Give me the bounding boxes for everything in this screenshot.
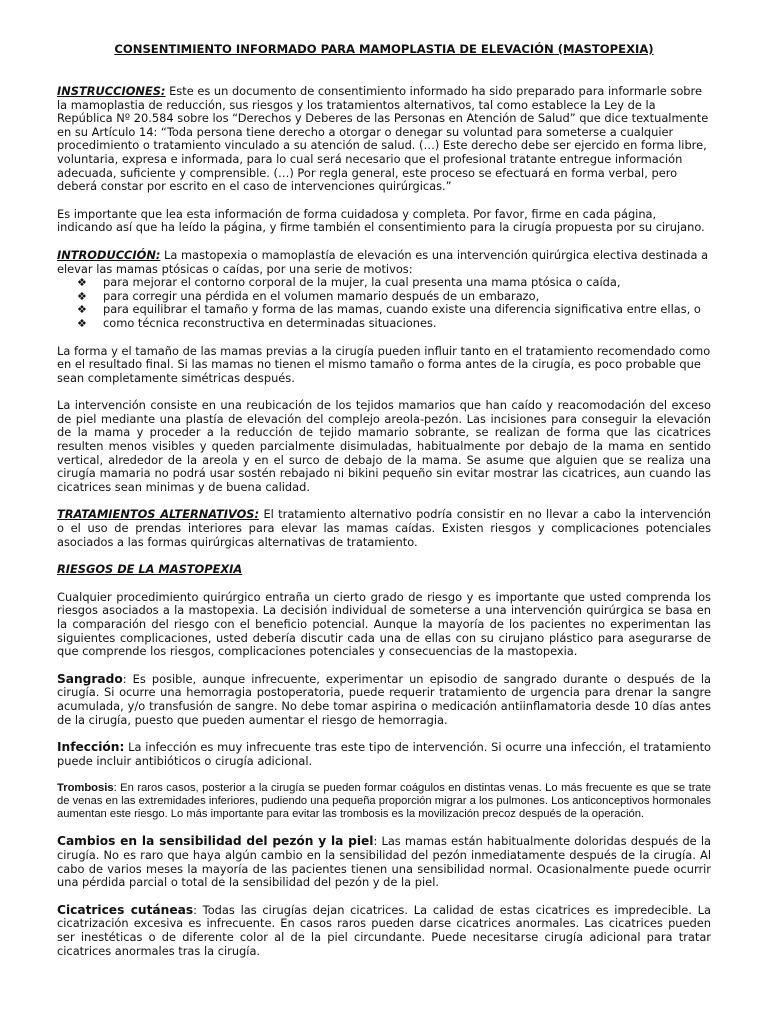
- riesgos-heading-paragraph: [57, 563, 711, 577]
- importante-paragraph: Es importante que lea esta información de forma cuidadosa y completa. Por favor, firme en cada página, indicando así que ha leído la página, y firme también el consentimiento para la cirugía propuesta por su cirujano.: [57, 206, 705, 235]
- trombosis-text: : En raros casos, posterior a la cirugía se pueden formar coágulos en distintas venas. Lo más frecuente es que se trate de venas en las extremidades inferiores, pudiendo una pequeña proporción migrar a los pulmones. Los anticonceptivos hormonales aumentan este riesgo. Lo más importante para evitar las trombosis es la movilización precoz después de la operación.: [57, 782, 711, 821]
- tratamientos-text: El tratamiento alternativo podría consistir en no llevar a cabo la intervención o el uso de prendas interiores para elevar las mamas caídas. Existen riesgos y complicaciones potenciales asociados a las formas quirúrgicas alternativas de tratamiento.: [57, 507, 711, 549]
- introduccion-heading: INTRODUCCIÓN:: [57, 247, 161, 262]
- introduccion-text: La mastopexia o mamoplastía de elevación es una intervención quirúrgica electiva destinada a elevar las mamas ptósicas o caídas, por una serie de motivos:: [57, 247, 709, 276]
- infeccion-label: Infección:: [57, 740, 125, 755]
- instrucciones-heading: INSTRUCCIONES:: [57, 84, 166, 98]
- infeccion-paragraph: [57, 741, 711, 768]
- motivos-list: [57, 276, 711, 330]
- diamond-bullet-icon: ❖: [77, 316, 87, 330]
- riesgos-heading: RIESGOS DE LA MASTOPEXIA: [57, 562, 243, 577]
- sangrado-paragraph: [57, 673, 711, 727]
- list-item-text: para corregir una pérdida en el volumen mamario después de un embarazo,: [103, 288, 540, 303]
- instrucciones-text: Este es un documento de consentimiento informado ha sido preparado para informarle sobre la mamoplastia de reducción, sus riesgos y los tratamientos alternativos, tal como establece la Ley de la República Nº 20.584 sobre los “Derechos y Deberes de las Personas en Atención de Salud” que dice textualmente en su Artículo 14: “Toda persona tiene derecho a otorgar o denegar su voluntad para someterse a cualquier procedimiento o tratamiento vinculado a su atención de salud. (…) Este derecho debe ser ejercido en forma libre, voluntaria, expresa e informada, para lo cual será necesario que el profesional tratante entregue información adecuada, suficiente y comprensible. (…) Por regla general, este proceso se efectuará en forma verbal, pero deberá constar por escrito en el caso de intervenciones quirúrgicas.”: [57, 84, 709, 194]
- introduccion-paragraph: [57, 249, 711, 276]
- list-item: [77, 303, 711, 317]
- document-title: CONSENTIMIENTO INFORMADO PARA MAMOPLASTIA DE ELEVACIÓN (MASTOPEXIA): [114, 42, 654, 56]
- tratamientos-paragraph: [57, 508, 711, 549]
- cambios-label: Cambios en la sensibilidad del pezón y la piel: [57, 834, 374, 849]
- diamond-bullet-icon: ❖: [77, 303, 87, 317]
- tratamientos-heading: TRATAMIENTOS ALTERNATIVOS:: [57, 507, 260, 522]
- intervencion-paragraph: La intervención consiste en una reubicación de los tejidos mamarios que han caído y reacomodación del exceso de piel mediante una plastía de elevación del complejo areola-pezón. Las incisiones para conseguir la elevación de la mama y proceder a la reducción de tejido mamario sobrante, se realizan de forma que las cicatrices resulten menos visibles y queden parcialmente disimuladas, habitualmente por debajo de la mama en sentido vertical, alrededor de la areola y en el surco de debajo de la mama. Se asume que alguien que se realiza una cirugía mamaria no podrá usar sostén rebajado ni bikini pequeño sin evitar mostrar las cicatrices, aun cuando las cicatrices sean minimas y de buena calidad.: [57, 398, 711, 494]
- forma-paragraph: La forma y el tamaño de las mamas previas a la cirugía pueden influir tanto en el tratamiento recomendado como en el resultado final. Si las mamas no tienen el mismo tamaño o forma antes de la cirugía, es poco probable que sean completamente simétricas después.: [57, 343, 711, 385]
- sangrado-text: : Es posible, aunque infrecuente, experimentar un episodio de sangrado durante o después de la cirugía. Si ocurre una hemorragia postoperatoria, puede requerir tratamiento de urgencia para drenar la sangre acumulada, y/o transfusión de sangre. No debe tomar aspirina o medicación antiinflamatoria desde 10 días antes de la cirugía, puesto que pueden aumentar el riesgo de hemorragia.: [57, 671, 711, 727]
- cicatrices-text: : Todas las cirugías dejan cicatrices. La calidad de estas cicatrices es impredecible. La cicatrización excesiva es infrecuente. En casos raros pueden darse cicatrices anormales. Las cicatrices pueden ser inestéticas o de diferente color al de la piel circundante. Puede necesitarse cirugía adicional para tratar cicatrices anormales tras la cirugía.: [57, 902, 712, 958]
- list-item: [77, 317, 711, 331]
- document-body: [57, 85, 711, 972]
- diamond-bullet-icon: ❖: [77, 276, 87, 290]
- instrucciones-paragraph: [57, 85, 711, 194]
- cambios-paragraph: [57, 835, 711, 889]
- list-item: [77, 276, 711, 290]
- diamond-bullet-icon: ❖: [77, 289, 87, 303]
- list-item-text: para equilibrar el tamaño y forma de las mamas, cuando existe una diferencia significativa entre ellas, o: [103, 302, 701, 317]
- trombosis-label: Trombosis: [57, 782, 114, 795]
- list-item-text: para mejorar el contorno corporal de la mujer, la cual presenta una mama ptósica o caída,: [103, 275, 621, 290]
- list-item-text: como técnica reconstructiva en determinadas situaciones.: [103, 315, 437, 330]
- trombosis-paragraph: [57, 782, 711, 821]
- sangrado-label: Sangrado: [57, 671, 123, 686]
- list-item: [77, 290, 711, 304]
- infeccion-text: La infección es muy infrecuente tras este tipo de intervención. Si ocurre una infección, el tratamiento puede incluir antibióticos o cirugía adicional.: [57, 740, 711, 768]
- cambios-text: : Las mamas están habitualmente doloridas después de la cirugía. No es raro que haya algún cambio en la sensibilidad del pezón inmediatamente después de la cirugía. Al cabo de varios meses la mayoría de las pacientes tienen una sensibilidad normal. Ocasionalmente puede ocurrir una pérdida parcial o total de la sensibilidad del pezón y de la piel.: [57, 834, 711, 890]
- cicatrices-paragraph: [57, 904, 711, 958]
- riesgos-intro-paragraph: Cualquier procedimiento quirúrgico entraña un cierto grado de riesgo y es importante que usted comprenda los riesgos asociados a la mastopexia. La decisión individual de someterse a una intervención quirúrgica se basa en la comparación del riesgo con el beneficio potencial. Aunque la mayoría de los pacientes no experimentan las siguientes complicaciones, usted debería discutir cada una de ellas con su cirujano plástico para asegurarse de que comprende los riesgos, complicaciones potenciales y consecuencias de la mastopexia.: [57, 589, 711, 659]
- cicatrices-label: Cicatrices cutáneas: [57, 902, 194, 917]
